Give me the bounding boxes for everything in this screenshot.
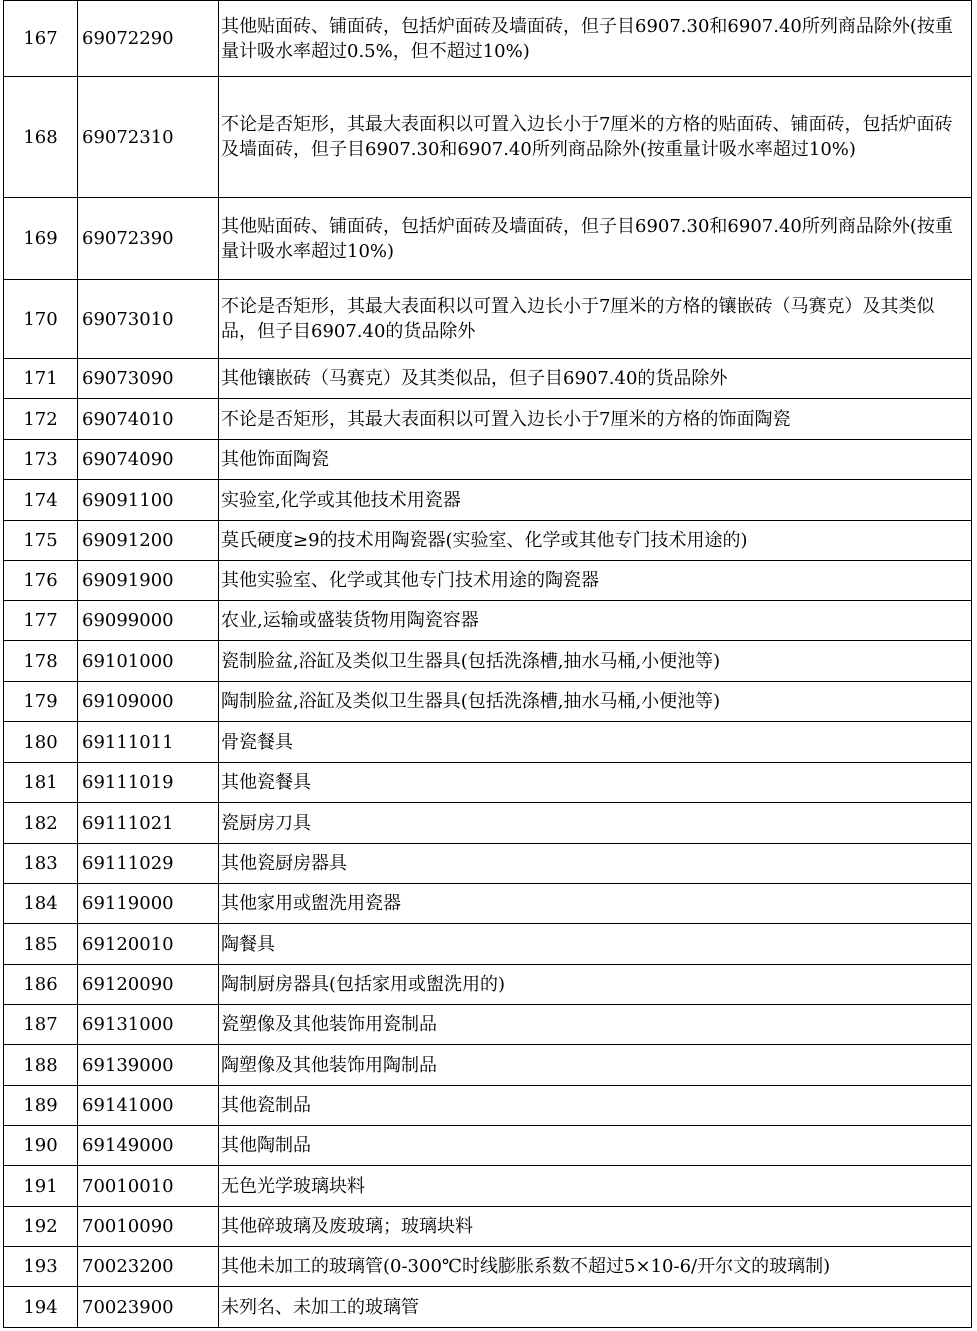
row-number: 178	[4, 641, 78, 682]
hs-code: 69099000	[78, 601, 219, 641]
table-row	[4, 1287, 972, 1328]
hs-code: 70010010	[78, 1166, 219, 1207]
table-row	[4, 682, 972, 722]
row-number: 168	[4, 77, 78, 198]
goods-description: 陶制厨房器具(包括家用或盥洗用的)	[219, 965, 972, 1005]
table-row	[4, 440, 972, 480]
row-number: 187	[4, 1005, 78, 1045]
table-row	[4, 561, 972, 601]
hs-code: 69074090	[78, 440, 219, 480]
table-row	[4, 601, 972, 641]
row-number: 176	[4, 561, 78, 601]
table-row	[4, 1, 972, 77]
hs-code: 69131000	[78, 1005, 219, 1045]
hs-code: 69074010	[78, 399, 219, 440]
goods-description: 其他陶制品	[219, 1126, 972, 1166]
goods-description: 莫氏硬度≥9的技术用陶瓷器(实验室、化学或其他专门技术用途的)	[219, 521, 972, 561]
goods-description: 不论是否矩形，其最大表面积以可置入边长小于7厘米的方格的镶嵌砖（马赛克）及其类似品，但子目6907.40的货品除外	[219, 280, 972, 359]
row-number: 193	[4, 1247, 78, 1287]
table-row	[4, 1005, 972, 1045]
goods-description: 其他碎玻璃及废玻璃；玻璃块料	[219, 1207, 972, 1247]
table-row	[4, 803, 972, 844]
goods-description: 其他饰面陶瓷	[219, 440, 972, 480]
table-row	[4, 965, 972, 1005]
table-row	[4, 198, 972, 280]
hs-code: 69141000	[78, 1086, 219, 1126]
row-number: 171	[4, 359, 78, 399]
row-number: 179	[4, 682, 78, 722]
row-number: 188	[4, 1045, 78, 1086]
hs-code: 70010090	[78, 1207, 219, 1247]
table-row	[4, 722, 972, 763]
row-number: 189	[4, 1086, 78, 1126]
hs-code: 69091900	[78, 561, 219, 601]
goods-description: 不论是否矩形，其最大表面积以可置入边长小于7厘米的方格的贴面砖、铺面砖，包括炉面砖及墙面砖，但子目6907.30和6907.40所列商品除外(按重量计吸水率超过10%)	[219, 77, 972, 198]
goods-description: 其他镶嵌砖（马赛克）及其类似品，但子目6907.40的货品除外	[219, 359, 972, 399]
goods-description: 农业,运输或盛装货物用陶瓷容器	[219, 601, 972, 641]
goods-description: 陶塑像及其他装饰用陶制品	[219, 1045, 972, 1086]
table-row	[4, 1086, 972, 1126]
row-number: 192	[4, 1207, 78, 1247]
goods-description: 陶餐具	[219, 924, 972, 965]
table-row	[4, 480, 972, 521]
goods-description: 其他贴面砖、铺面砖，包括炉面砖及墙面砖，但子目6907.30和6907.40所列商品除外(按重量计吸水率超过10%)	[219, 198, 972, 280]
hs-code: 69072390	[78, 198, 219, 280]
goods-description: 其他家用或盥洗用瓷器	[219, 884, 972, 924]
hs-code: 69073090	[78, 359, 219, 399]
hs-code: 69109000	[78, 682, 219, 722]
table-row	[4, 1045, 972, 1086]
goods-description: 其他瓷餐具	[219, 763, 972, 803]
table-row	[4, 1166, 972, 1207]
row-number: 181	[4, 763, 78, 803]
row-number: 174	[4, 480, 78, 521]
hs-code: 69111029	[78, 844, 219, 884]
goods-description: 其他贴面砖、铺面砖，包括炉面砖及墙面砖，但子目6907.30和6907.40所列商品除外(按重量计吸水率超过0.5%，但不超过10%)	[219, 1, 972, 77]
goods-description: 瓷厨房刀具	[219, 803, 972, 844]
row-number: 184	[4, 884, 78, 924]
goods-description: 未列名、未加工的玻璃管	[219, 1287, 972, 1328]
row-number: 170	[4, 280, 78, 359]
table-row	[4, 359, 972, 399]
table-row	[4, 924, 972, 965]
table-row	[4, 1126, 972, 1166]
tariff-table	[3, 0, 972, 1328]
row-number: 194	[4, 1287, 78, 1328]
row-number: 169	[4, 198, 78, 280]
goods-description: 骨瓷餐具	[219, 722, 972, 763]
table-row	[4, 521, 972, 561]
table-row	[4, 280, 972, 359]
goods-description: 其他实验室、化学或其他专门技术用途的陶瓷器	[219, 561, 972, 601]
hs-code: 70023900	[78, 1287, 219, 1328]
row-number: 173	[4, 440, 78, 480]
hs-code: 69119000	[78, 884, 219, 924]
hs-code: 69101000	[78, 641, 219, 682]
goods-description: 瓷塑像及其他装饰用瓷制品	[219, 1005, 972, 1045]
hs-code: 69072310	[78, 77, 219, 198]
hs-code: 69111011	[78, 722, 219, 763]
goods-description: 无色光学玻璃块料	[219, 1166, 972, 1207]
goods-description: 其他未加工的玻璃管(0-300℃时线膨胀系数不超过5×10-6/开尔文的玻璃制)	[219, 1247, 972, 1287]
goods-description: 实验室,化学或其他技术用瓷器	[219, 480, 972, 521]
table-row	[4, 399, 972, 440]
table-row	[4, 884, 972, 924]
hs-code: 69111019	[78, 763, 219, 803]
row-number: 191	[4, 1166, 78, 1207]
row-number: 167	[4, 1, 78, 77]
table-row	[4, 1247, 972, 1287]
row-number: 183	[4, 844, 78, 884]
goods-description: 瓷制脸盆,浴缸及类似卫生器具(包括洗涤槽,抽水马桶,小便池等)	[219, 641, 972, 682]
hs-code: 70023200	[78, 1247, 219, 1287]
row-number: 175	[4, 521, 78, 561]
row-number: 186	[4, 965, 78, 1005]
hs-code: 69091100	[78, 480, 219, 521]
row-number: 190	[4, 1126, 78, 1166]
goods-description: 其他瓷制品	[219, 1086, 972, 1126]
tariff-table-body	[4, 1, 972, 1328]
hs-code: 69091200	[78, 521, 219, 561]
hs-code: 69072290	[78, 1, 219, 77]
hs-code: 69073010	[78, 280, 219, 359]
hs-code: 69120090	[78, 965, 219, 1005]
table-row	[4, 763, 972, 803]
hs-code: 69120010	[78, 924, 219, 965]
hs-code: 69149000	[78, 1126, 219, 1166]
row-number: 180	[4, 722, 78, 763]
row-number: 172	[4, 399, 78, 440]
goods-description: 不论是否矩形，其最大表面积以可置入边长小于7厘米的方格的饰面陶瓷	[219, 399, 972, 440]
table-row	[4, 77, 972, 198]
row-number: 182	[4, 803, 78, 844]
row-number: 177	[4, 601, 78, 641]
table-row	[4, 1207, 972, 1247]
row-number: 185	[4, 924, 78, 965]
hs-code: 69139000	[78, 1045, 219, 1086]
table-row	[4, 844, 972, 884]
table-row	[4, 641, 972, 682]
hs-code: 69111021	[78, 803, 219, 844]
goods-description: 陶制脸盆,浴缸及类似卫生器具(包括洗涤槽,抽水马桶,小便池等)	[219, 682, 972, 722]
goods-description: 其他瓷厨房器具	[219, 844, 972, 884]
